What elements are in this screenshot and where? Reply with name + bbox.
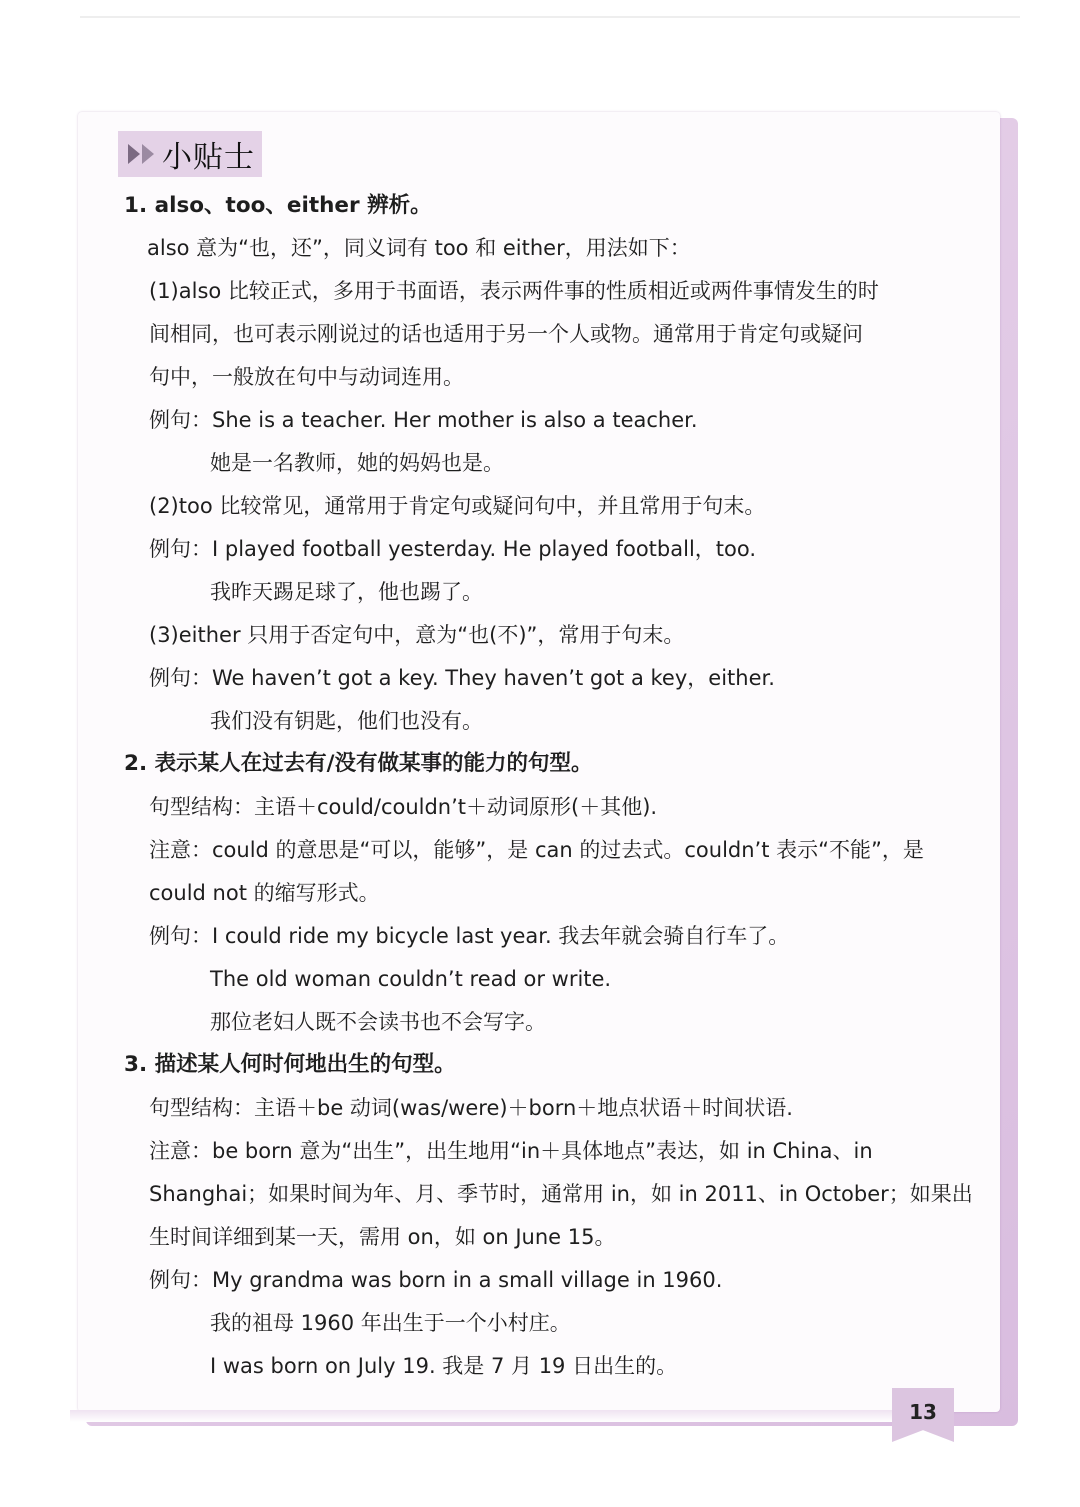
example-line: 例句：I could ride my bicycle last year. 我去年就会骑自行车了。 [149,924,790,948]
bottom-band [70,1410,900,1422]
example-line: The old woman couldn’t read or write. [210,967,612,991]
body-line: (1)also 比较正式，多用于书面语，表示两件事的性质相近或两件事情发生的时 [149,279,879,303]
example-line: 例句：We haven’t got a key. They haven’t got a key，either. [149,666,775,690]
body-line: 句型结构：主语＋could/couldn’t＋动词原形(＋其他). [149,795,658,819]
body-line: 句中，一般放在句中与动词连用。 [149,365,464,389]
section-heading-3: 3. 描述某人何时何地出生的句型。 [124,1052,456,1077]
translation-line: 她是一名教师，她的妈妈也是。 [210,451,504,475]
play-arrow-icon [142,144,154,164]
body-line: (2)too 比较常见，通常用于肯定句或疑问句中，并且常用于句末。 [149,494,766,518]
tips-title: 小贴士 [162,140,255,175]
top-rule [80,16,1020,18]
translation-line: 我昨天踢足球了，他也踢了。 [210,580,483,604]
translation-line: 那位老妇人既不会读书也不会写字。 [210,1010,546,1034]
example-line: I was born on July 19. 我是 7 月 19 日出生的。 [210,1354,678,1378]
translation-line: 我们没有钥匙，他们也没有。 [210,709,483,733]
body-line: 注意：be born 意为“出生”，出生地用“in＋具体地点”表达，如 in China、in [149,1139,873,1163]
tips-header [118,131,262,177]
body-line: also 意为“也，还”，同义词有 too 和 either，用法如下： [147,236,691,260]
play-arrow-icon [128,144,140,164]
example-line: 例句：She is a teacher. Her mother is also a teacher. [149,408,698,432]
translation-line: 我的祖母 1960 年出生于一个小村庄。 [210,1311,571,1335]
page-number: 13 [909,1400,937,1424]
body-line: Shanghai；如果时间为年、月、季节时，通常用 in，如 in 2011、in October；如果出 [149,1182,973,1206]
section-heading-2: 2. 表示某人在过去有/没有做某事的能力的句型。 [124,751,593,776]
example-line: 例句：My grandma was born in a small village in 1960. [149,1268,723,1292]
body-line: 注意：could 的意思是“可以，能够”，是 can 的过去式。couldn’t 表示“不能”，是 [149,838,924,862]
body-line: could not 的缩写形式。 [149,881,380,905]
body-line: 生时间详细到某一天，需用 on，如 on June 15。 [149,1225,616,1249]
body-line: 间相同，也可表示刚说过的话也适用于另一个人或物。通常用于肯定句或疑问 [149,322,863,346]
body-line: 句型结构：主语＋be 动词(was/were)＋born＋地点状语＋时间状语. [149,1096,793,1120]
section-heading-1: 1. also、too、either 辨析。 [124,193,432,218]
body-line: (3)either 只用于否定句中，意为“也(不)”，常用于句末。 [149,623,685,647]
example-line: 例句：I played football yesterday. He played football，too. [149,537,757,561]
